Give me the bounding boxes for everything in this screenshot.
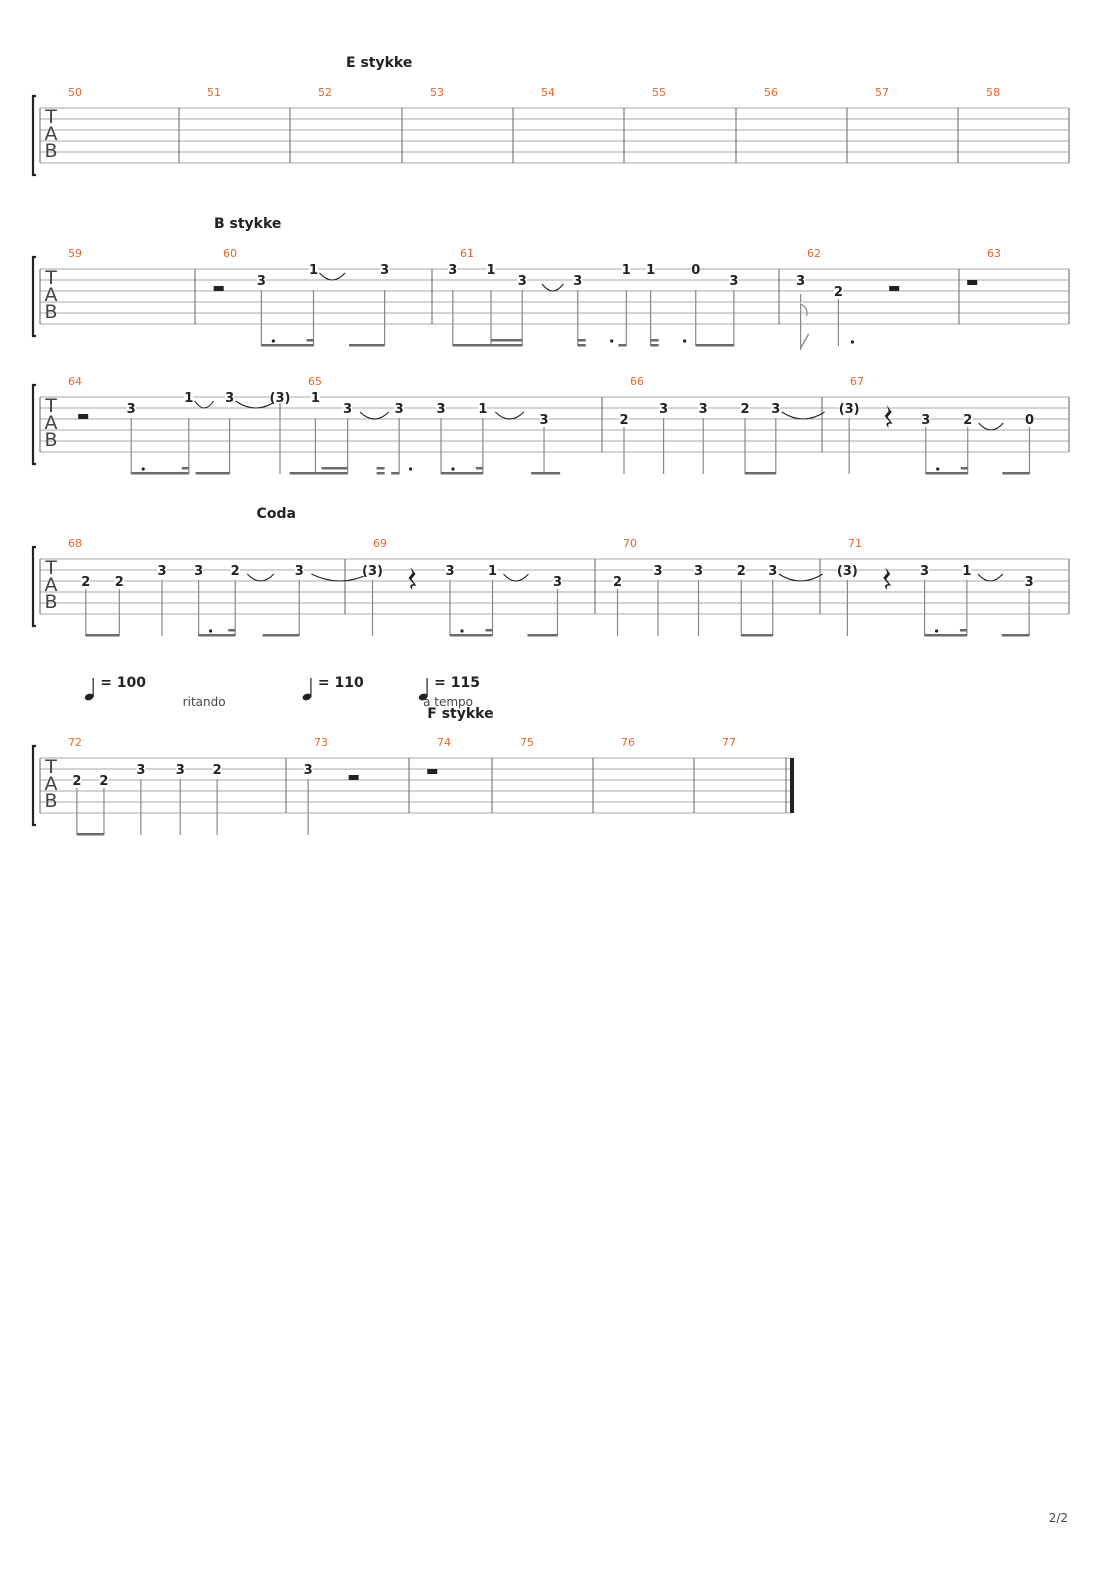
tab-clef-letter: A [44,284,58,306]
dot [936,467,939,470]
fret-number: 2 [740,402,750,417]
system-bracket [33,746,36,825]
beam-partial [486,629,493,632]
bar-number: 68 [68,537,82,550]
beam [263,634,300,637]
tie [195,401,214,408]
fret-number: 3 [436,402,446,417]
bar-number: 51 [207,86,221,99]
beam [696,344,734,347]
beam [77,833,104,836]
fret-number: 2 [72,774,82,789]
fret-number: 3 [136,763,146,778]
fret-number: 3 [517,274,527,289]
tie [504,574,529,581]
bar-number: 73 [314,736,328,749]
fret-number: 0 [1024,413,1035,428]
beam [391,472,399,475]
tie [979,423,1004,430]
bar-number: 61 [460,247,474,260]
bar-number: 58 [986,86,1000,99]
dot [610,339,613,342]
fret-number: 2 [99,774,109,789]
beam [450,634,493,637]
fret-number: 2 [81,575,91,590]
tie [978,574,1003,581]
fret-number: 3 [157,564,167,579]
beam-partial [961,467,968,470]
bar-number: 53 [430,86,444,99]
beam-partial [228,629,235,632]
system-bracket [33,96,36,175]
section-label: E stykke [346,55,413,71]
tab-clef-letter: B [44,429,58,451]
tab-system-4 [33,506,1069,637]
beam [1002,472,1029,475]
bar-number: 65 [308,375,322,388]
fret-number: 1 [478,402,488,417]
tab-system-5 [33,675,794,836]
tab-clef-letter: T [45,106,57,128]
tempo-value: = 115 [434,675,480,691]
tab-clef-letter: B [44,790,58,812]
page-number: 2/2 [1048,1511,1068,1525]
tie [360,412,389,419]
dot [460,629,463,632]
beam-partial [476,467,483,470]
tie [542,284,563,291]
beam [1002,634,1029,637]
fret-number: 2 [212,763,222,778]
system-bracket [33,547,36,626]
fret-number: 2 [612,575,623,590]
section-label: F stykke [427,706,494,722]
system-bracket [33,257,36,336]
fret-number: (3) [838,402,860,417]
bar-number: 74 [437,736,451,749]
tie [320,273,346,280]
fret-number: 3 [256,274,266,289]
half-rest [349,775,359,780]
fret-number: 0 [691,263,701,278]
fret-number: 2 [963,413,973,428]
dot [851,340,854,343]
fret-number: 3 [768,564,778,579]
bar-number: 66 [630,375,644,388]
whole-rest [427,769,437,774]
dot [142,467,145,470]
fret-number: 2 [114,575,124,590]
fret-number: 3 [771,402,781,417]
bar-number: 70 [623,537,637,550]
fret-number: 1 [308,263,319,278]
fret-number: 3 [573,274,583,289]
beam [531,472,560,475]
bar-number: 54 [541,86,555,99]
bar-number: 64 [68,375,82,388]
beam [745,472,776,475]
fret-number: 3 [380,263,390,278]
tie [495,412,524,419]
fret-number: 3 [921,413,931,428]
dot [451,467,454,470]
bar-number: 62 [807,247,821,260]
beam [651,344,659,347]
fret-number: 1 [486,263,496,278]
tie [247,574,274,581]
fret-number: 2 [833,285,843,300]
fret-number: 3 [294,564,304,579]
fret-number: 3 [698,402,708,417]
fret-number: 1 [184,391,194,406]
bar-number: 71 [848,537,862,550]
fret-number: (3) [836,564,858,579]
note-flag [801,334,809,348]
beam-partial [307,339,314,342]
tab-system-1 [33,55,1069,175]
bar-number: 77 [722,736,736,749]
whole-rest [967,280,977,285]
beam [86,634,120,637]
final-barline [790,758,794,813]
fret-number: 1 [962,564,972,579]
tab-clef-letter: T [45,557,57,579]
bar-number: 76 [621,736,635,749]
dot [683,339,686,342]
fret-number: 3 [225,391,235,406]
beam [377,472,385,475]
bar-number: 60 [223,247,237,260]
beam-partial [651,339,659,342]
fret-number: 2 [736,564,746,579]
tempo-direction: a tempo [423,695,474,709]
tab-system-3 [33,375,1069,475]
tab-clef-letter: A [44,412,58,434]
fret-number: 3 [693,564,704,579]
tie [782,412,825,419]
tie [311,574,368,581]
dot [209,629,212,632]
beam [741,634,773,637]
half-rest [889,286,899,291]
tempo-direction: ritando [182,695,226,709]
fret-number: 1 [621,263,631,278]
bar-number: 67 [850,375,864,388]
section-label: B stykke [213,216,282,232]
beam [196,472,230,475]
tab-clef-letter: A [44,123,58,145]
system-bracket [33,385,36,464]
beam [199,634,236,637]
fret-number: 3 [1024,575,1034,590]
fret-number: 3 [194,564,204,579]
beam [926,472,968,475]
bar-number: 72 [68,736,82,749]
beam [261,344,313,347]
fret-number: 3 [394,402,404,417]
fret-number: 3 [448,263,458,278]
beam-partial [960,629,967,632]
fret-number: 1 [487,564,498,579]
beam [528,634,558,637]
bar-number: 63 [987,247,1001,260]
beam-partial [578,339,586,342]
fret-number: 3 [303,763,313,778]
fret-number: 3 [552,575,563,590]
fret-number: 3 [539,413,549,428]
beam [453,344,522,347]
fret-number: 3 [659,402,669,417]
tab-clef-letter: B [44,301,58,323]
beam [578,344,586,347]
beam-partial [182,467,189,470]
beam [441,472,483,475]
dot [935,629,938,632]
beam [131,472,189,475]
tempo-value: = 100 [100,675,147,691]
tie [779,574,823,581]
bar-number: 59 [68,247,82,260]
fret-number: 3 [343,402,353,417]
beam-secondary [322,467,348,470]
half-rest [78,414,88,419]
tab-clef-letter: T [45,267,57,289]
bar-number: 69 [373,537,387,550]
fret-number: 2 [230,564,240,579]
tab-clef-letter: T [45,395,57,417]
fret-number: 3 [920,564,930,579]
bar-number: 57 [875,86,889,99]
tab-clef-letter: T [45,756,57,778]
tab-system-2 [33,216,1069,350]
beam [618,344,626,347]
section-label: Coda [256,506,296,522]
dot [409,467,412,470]
tab-clef-letter: B [44,140,58,162]
fret-number: 2 [619,413,629,428]
fret-number: 3 [445,564,455,579]
bar-number: 56 [764,86,778,99]
tab-clef-letter: A [44,773,58,795]
tab-clef-letter: B [44,591,58,613]
fret-number: (3) [362,564,383,579]
fret-number: 3 [175,763,185,778]
beam-partial [377,467,385,470]
bar-number: 75 [520,736,534,749]
fret-number: 3 [653,564,663,579]
fret-number: 1 [646,263,656,278]
bar-number: 50 [68,86,82,99]
tab-clef-letter: A [44,574,58,596]
beam [925,634,967,637]
dot [272,339,275,342]
beam-secondary [491,339,522,342]
fret-number: 1 [310,391,320,406]
beam [349,344,385,347]
fret-number: 3 [729,274,739,289]
bar-number: 52 [318,86,332,99]
half-rest [214,286,224,291]
fret-number: 3 [126,402,136,417]
fret-number: (3) [269,391,291,406]
tempo-value: = 110 [317,675,364,691]
fret-number: 3 [796,274,806,289]
bar-number: 55 [652,86,666,99]
beam [290,472,348,475]
